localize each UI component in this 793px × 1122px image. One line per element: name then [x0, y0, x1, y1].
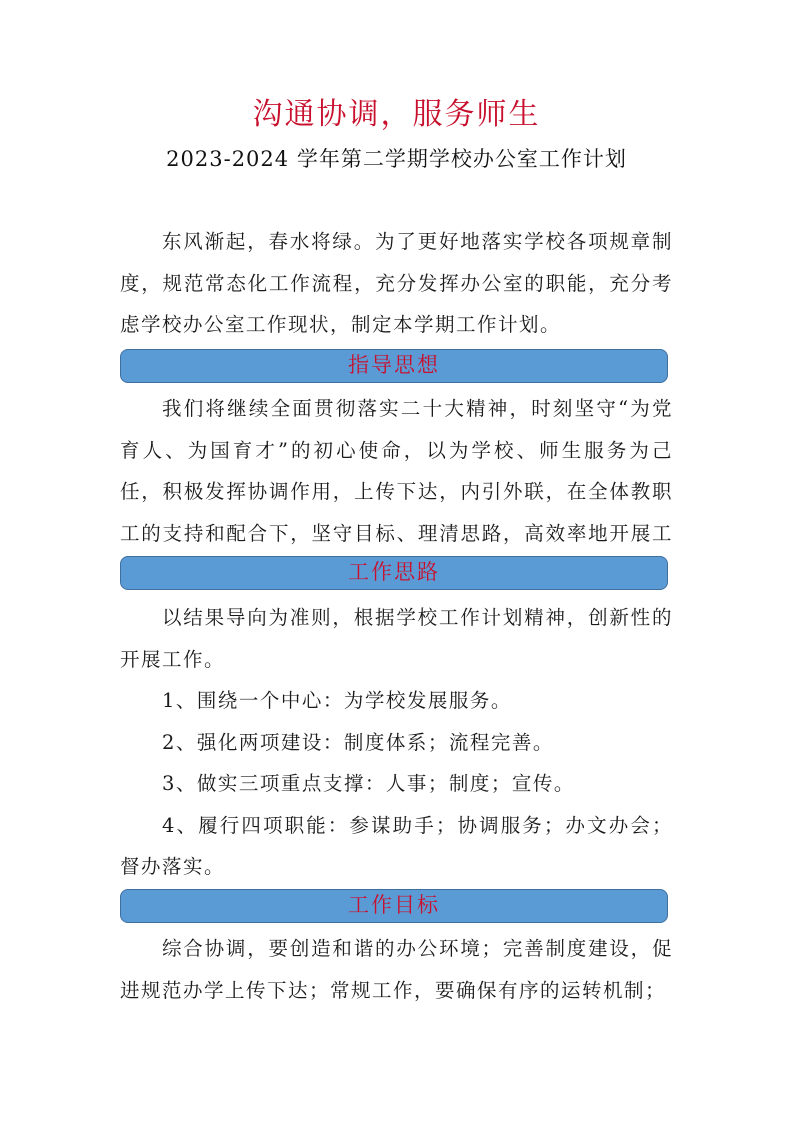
list-item: 3、做实三项重点支撑：人事；制度；宣传。 — [162, 772, 575, 795]
section-paragraph: 以结果导向为准则，根据学校工作计划精神，创新性的开展工作。 — [120, 606, 673, 671]
intro-block — [120, 221, 673, 346]
section-heading-guiding-ideology: 指导思想 — [120, 349, 668, 383]
document-subtitle: 2023-2024 学年第二学期学校办公室工作计划 — [166, 147, 627, 171]
section-heading-work-goals: 工作目标 — [120, 889, 668, 923]
section-paragraph: 我们将继续全面贯彻落实二十大精神，时刻坚守“为党育人、为国育才”的初心使命，以为学校、师生服务为己任，积极发挥协调作用，上传下达，内引外联，在全体教职工的支持和配合下，坚守目标、理清思路，高效率地开展工 — [120, 397, 673, 545]
list-item: 2、强化两项建设：制度体系；流程完善。 — [162, 730, 554, 754]
document-title: 沟通协调，服务师生 — [252, 97, 541, 132]
section-heading-work-approach: 工作思路 — [120, 556, 668, 590]
section-body-work-approach — [120, 597, 673, 888]
list-item: 1、围绕一个中心：为学校发展服务。 — [162, 689, 512, 712]
section-paragraph: 综合协调，要创造和谐的办公环境；完善制度建设，促进规范办学上传下达；常规工作，要确保有序的运转机制； — [120, 937, 673, 1002]
intro-paragraph: 东风渐起，春水将绿。为了更好地落实学校各项规章制度，规范常态化工作流程，充分发挥办公室的职能，充分考虑学校办公室工作现状，制定本学期工作计划。 — [120, 230, 673, 336]
list-item: 4、履行四项职能：参谋助手；协调服务；办文办会；督办落实。 — [120, 813, 673, 878]
section-body-work-goals — [120, 928, 673, 1011]
